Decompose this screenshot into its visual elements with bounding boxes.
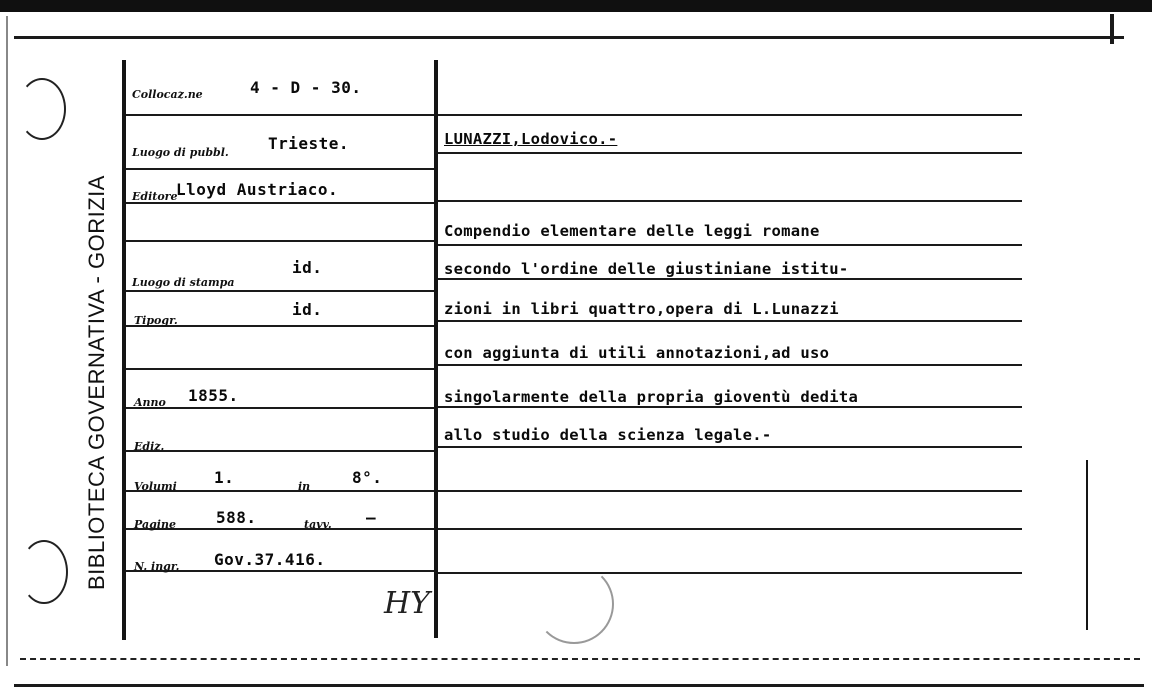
label-luogo-pubbl: Luogo di pubbl.: [132, 146, 229, 159]
value-anno: 1855.: [188, 386, 239, 405]
value-tipogr: id.: [292, 300, 323, 319]
rule-collocazione: [126, 114, 434, 116]
library-stamp: BIBLIOTECA GOVERNATIVA - GORIZIA: [84, 175, 109, 590]
rule-right-4: [438, 244, 1022, 246]
title-line: zioni in libri quattro,opera di L.Lunazzi: [444, 300, 839, 318]
author-heading: LUNAZZI,Lodovico.-: [444, 130, 618, 148]
rule-right-12: [438, 572, 1022, 574]
rule-anno: [126, 407, 434, 409]
top-rule: [14, 36, 1124, 39]
rule-luogo-pubbl: [126, 168, 434, 170]
title-line: Compendio elementare delle leggi romane: [444, 222, 820, 240]
rule-luogo-stampa: [126, 290, 434, 292]
value-tav: –: [366, 508, 377, 527]
right-margin-line: [1086, 460, 1088, 630]
title-line: secondo l'ordine delle giustiniane istitu-: [444, 260, 849, 278]
label-pagine: Pagine: [134, 518, 176, 531]
value-pagine: 588.: [216, 508, 257, 527]
rule-blank-2: [126, 368, 434, 370]
value-in: 8°.: [352, 468, 383, 487]
rule-right-11: [438, 528, 1022, 530]
title-line: allo studio della scienza legale.-: [444, 426, 772, 444]
label-in: in: [298, 480, 311, 493]
rule-ediz: [126, 450, 434, 452]
rule-right-5: [438, 278, 1022, 280]
label-volumi: Volumi: [134, 480, 177, 493]
top-border: [0, 0, 1152, 12]
rule-right-3: [438, 200, 1022, 202]
punch-hole-top: [18, 78, 66, 140]
value-volumi: 1.: [214, 468, 235, 487]
punch-hole-bottom: [20, 540, 68, 604]
rule-right-2: [438, 152, 1022, 154]
left-column-border: [122, 60, 126, 640]
rule-right-6: [438, 320, 1022, 322]
top-right-box: [1110, 14, 1114, 44]
label-luogo-stampa: Luogo di stampa: [132, 276, 235, 289]
punch-hole-center: [534, 564, 614, 644]
title-line: singolarmente della propria gioventù dedita: [444, 388, 859, 406]
bottom-rule: [14, 684, 1144, 687]
value-collocazione: 4 - D - 30.: [250, 78, 362, 97]
value-editore: Lloyd Austriaco.: [176, 180, 339, 199]
middle-column-border: [434, 60, 438, 638]
bottom-dashed-line: [20, 658, 1140, 660]
label-n-ingr: N. ingr.: [134, 560, 180, 573]
rule-right-1: [438, 114, 1022, 116]
rule-blank: [126, 240, 434, 242]
value-luogo-stampa: id.: [292, 258, 323, 277]
rule-right-10: [438, 490, 1022, 492]
title-line: con aggiunta di utili annotazioni,ad uso: [444, 344, 830, 362]
label-ediz: Ediz.: [134, 440, 165, 453]
rule-right-7: [438, 364, 1022, 366]
rule-right-9: [438, 446, 1022, 448]
value-n-ingr: Gov.37.416.: [214, 550, 326, 569]
rule-right-8: [438, 406, 1022, 408]
label-collocazione: Collocaz.ne: [132, 88, 203, 101]
value-luogo-pubbl: Trieste.: [268, 134, 350, 153]
handwritten-initials: HY: [384, 586, 430, 621]
label-tipogr: Tipogr.: [134, 314, 178, 327]
label-editore: Editore: [132, 190, 178, 203]
label-anno: Anno: [134, 396, 166, 409]
left-edge: [6, 16, 8, 666]
label-tav: tavv.: [304, 518, 332, 531]
